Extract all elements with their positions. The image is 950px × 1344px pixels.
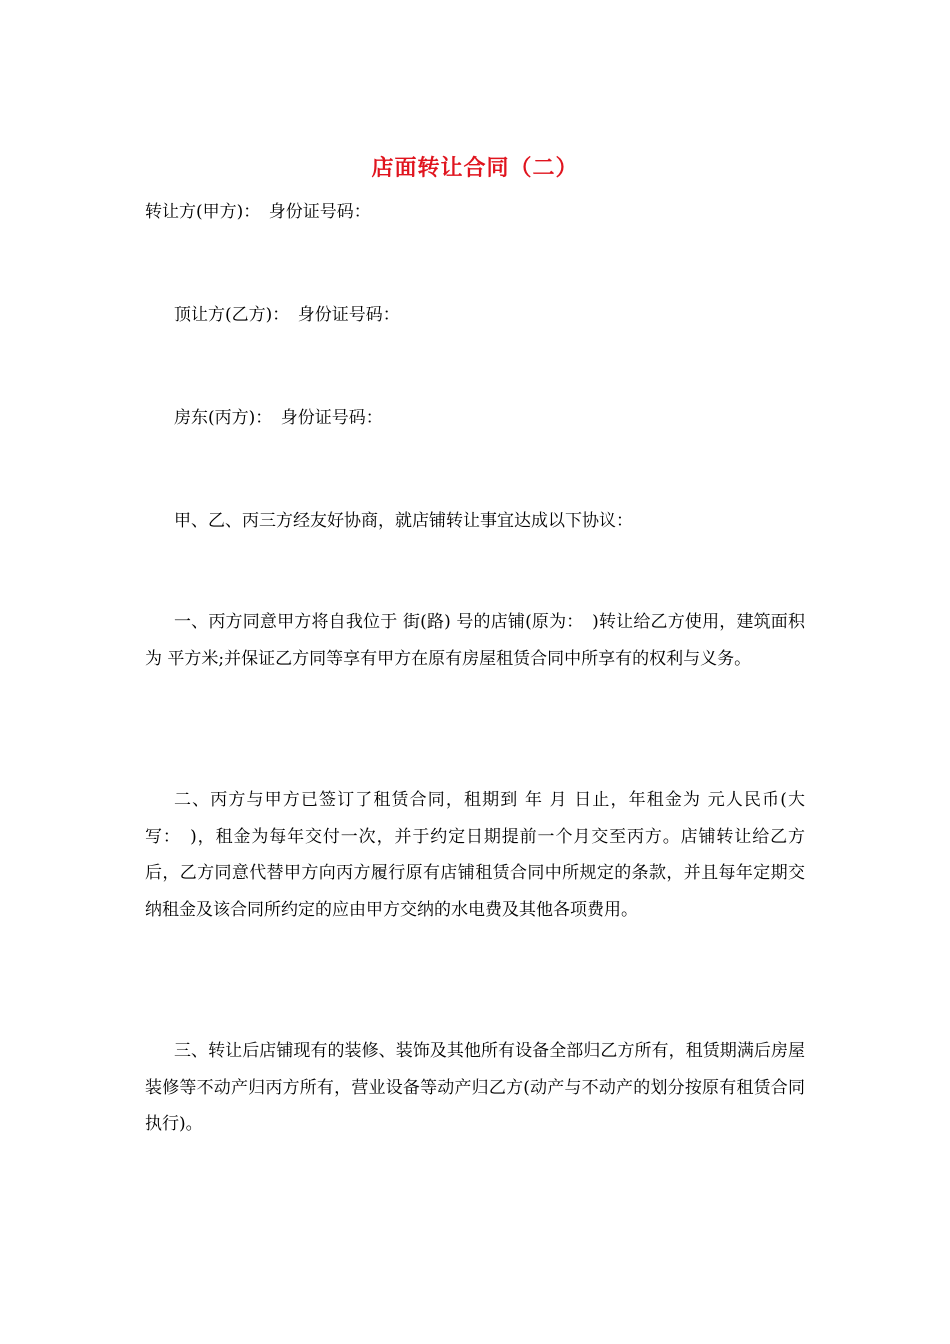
document-title: 店面转让合同（二） — [371, 155, 579, 181]
transferee-line: 顶让方(乙方)： 身份证号码： — [174, 305, 400, 325]
clause-3: 三、转让后店铺现有的装修、装饰及其他所有设备全部归乙方所有，租赁期满后房屋装修等不动产归丙方所有，营业设备等动产归乙方(动产与不动产的划分按原有租赁合同执行)。 — [145, 1041, 805, 1134]
landlord-line: 房东(丙方)： 身份证号码： — [174, 408, 383, 428]
clause-2: 二、丙方与甲方已签订了租赁合同，租期到 年 月 日止，年租金为 元人民币(大写： )，租金为每年交付一次，并于约定日期提前一个月交至丙方。店铺转让给乙方后，乙方同意代替甲方向丙方履行原有店铺租赁合同中所规定的条款，并且每年定期交纳租金及该合同所约定的应由甲方交纳的水电费及其他各项费用。 — [145, 790, 805, 920]
agreement-intro: 甲、乙、丙三方经友好协商，就店铺转让事宜达成以下协议： — [174, 511, 633, 531]
clause-1: 一、丙方同意甲方将自我位于 街(路) 号的店铺(原为： )转让给乙方使用，建筑面积为 平方米;并保证乙方同等享有甲方在原有房屋租赁合同中所享有的权利与义务。 — [145, 612, 805, 669]
transferor-line: 转让方(甲方)： 身份证号码： — [145, 202, 371, 222]
